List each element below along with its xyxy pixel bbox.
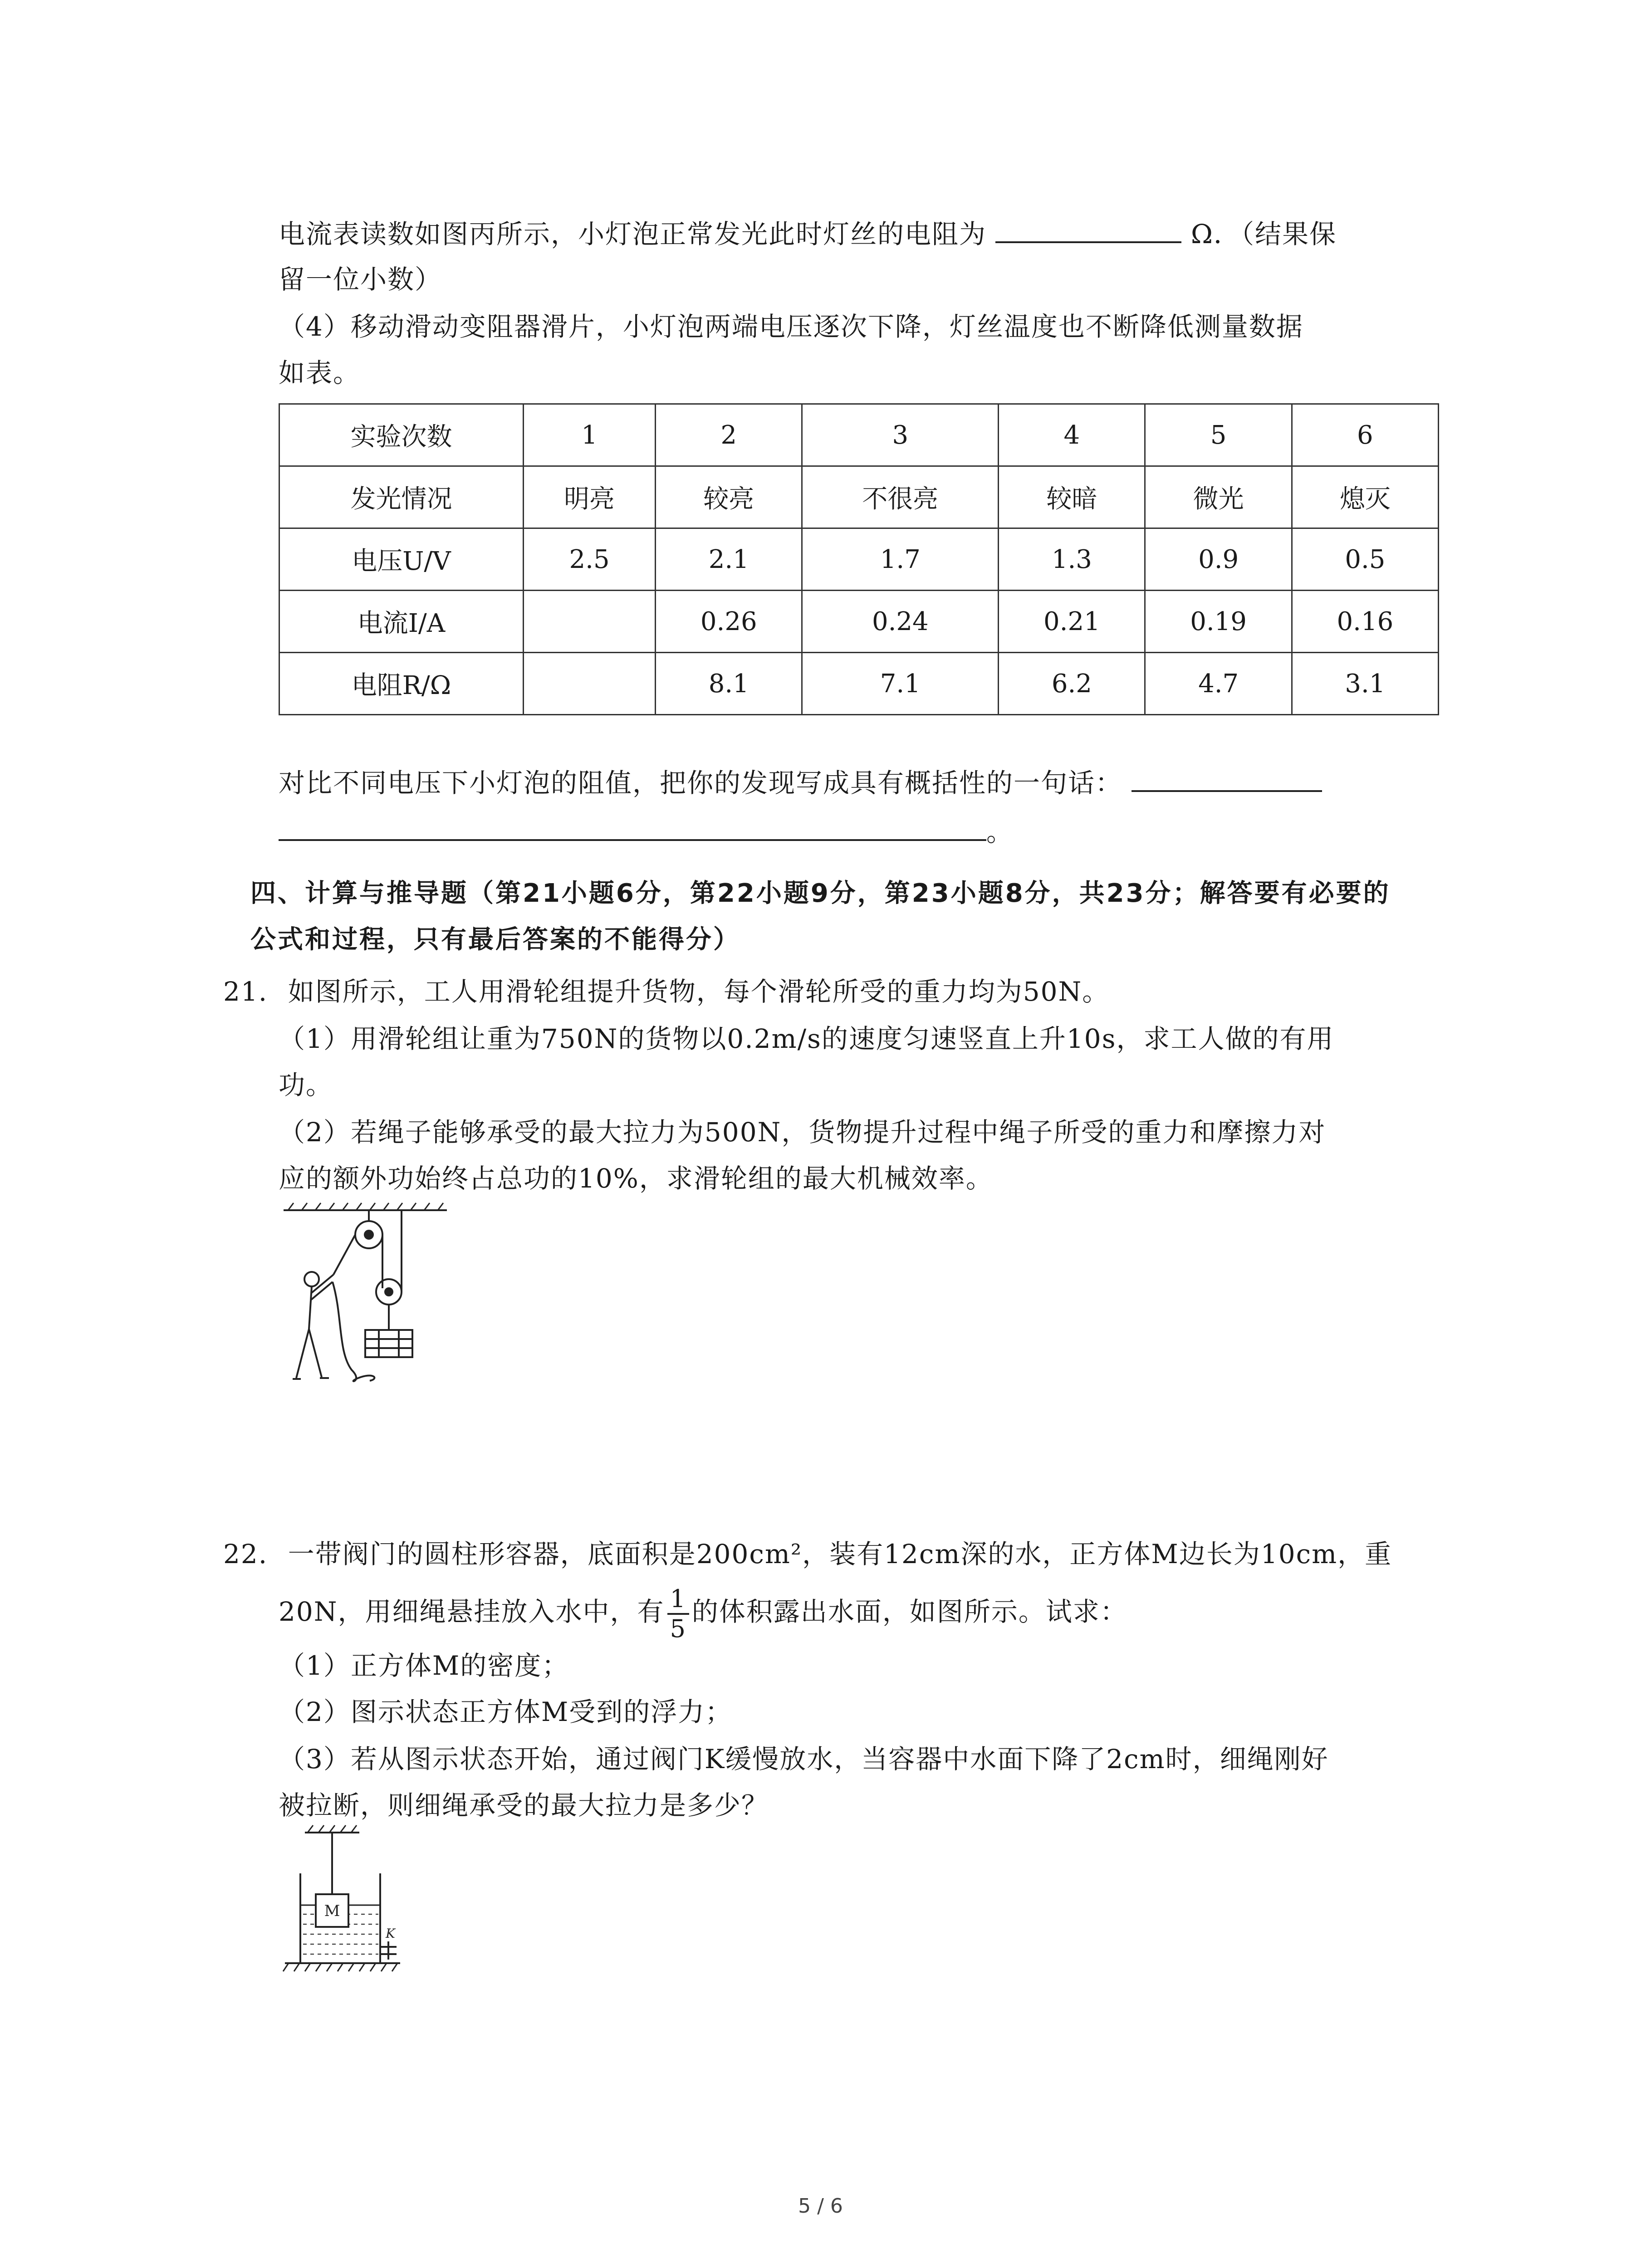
one-fifth-fraction <box>667 1585 689 1643</box>
table-cell: 3.1 <box>1292 653 1438 715</box>
q21-stem-text: 如图所示，工人用滑轮组提升货物，每个滑轮所受的重力均为50N。 <box>288 976 1110 1007</box>
table-cell: 2.5 <box>524 528 656 591</box>
row-header: 发光情况 <box>279 466 524 528</box>
table-cell <box>524 591 656 653</box>
table-cell: 3 <box>802 404 999 466</box>
compare-text: 对比不同电压下小灯泡的阻值，把你的发现写成具有概括性的一句话： <box>279 767 1123 798</box>
q4-line1: （4）移动滑动变阻器滑片，小灯泡两端电压逐次下降，灯丝温度也不断降低测量数据 <box>279 311 1303 342</box>
q21-sub2-line1: （2）若绳子能够承受的最大拉力为500N，货物提升过程中绳子所受的重力和摩擦力对 <box>279 1117 1326 1148</box>
valve-k-label: K <box>386 1926 395 1941</box>
section4-title-line2: 公式和过程，只有最后答案的不能得分） <box>250 925 740 954</box>
q22-stem-line2-b: 的体积露出水面，如图所示。试求： <box>691 1596 1127 1627</box>
table-cell: 8.1 <box>656 653 802 715</box>
table-row <box>279 653 1439 715</box>
table-cell <box>524 653 656 715</box>
q21-sub2-line2: 应的额外功始终占总功的10%，求滑轮组的最大机械效率。 <box>279 1163 993 1194</box>
table-row <box>279 466 1439 528</box>
fraction-numerator: 1 <box>667 1585 689 1615</box>
table-row <box>279 404 1439 466</box>
row-header: 电压U/V <box>279 528 524 591</box>
table-cell: 5 <box>1145 404 1292 466</box>
conclusion-blank-2[interactable] <box>279 814 986 841</box>
q3-line1-text: 电流表读数如图丙所示，小灯泡正常发光此时灯丝的电阻为 <box>279 219 987 249</box>
q22-number: 22. <box>223 1539 268 1569</box>
table-cell: 4.7 <box>1145 653 1292 715</box>
table-cell: 明亮 <box>524 466 656 528</box>
table-cell: 1 <box>524 404 656 466</box>
table-cell: 0.16 <box>1292 591 1438 653</box>
q21-sub1-line1: （1）用滑轮组让重为750N的货物以0.2m/s的速度匀速竖直上升10s，求工人做的有用 <box>279 1023 1334 1054</box>
measurement-table <box>279 403 1439 715</box>
q21-stem <box>223 973 1109 1010</box>
compare-line2 <box>279 814 1014 850</box>
table-cell: 6.2 <box>999 653 1145 715</box>
table-cell: 6 <box>1292 404 1438 466</box>
table-cell: 1.3 <box>999 528 1145 591</box>
table-cell: 0.5 <box>1292 528 1438 591</box>
row-header: 电流I/A <box>279 591 524 653</box>
table-cell: 较暗 <box>999 466 1145 528</box>
table-cell: 0.19 <box>1145 591 1292 653</box>
q22-stem-line1 <box>223 1536 1392 1572</box>
table-cell: 4 <box>999 404 1145 466</box>
table-cell: 7.1 <box>802 653 999 715</box>
table-cell: 0.26 <box>656 591 802 653</box>
row-header: 电阻R/Ω <box>279 653 524 715</box>
q22-stem-line2 <box>279 1582 1127 1643</box>
q21-number: 21. <box>223 976 268 1007</box>
resistance-answer-blank[interactable] <box>995 216 1181 243</box>
table-row <box>279 528 1439 591</box>
q22-stem-text: 一带阀门的圆柱形容器，底面积是200cm²，装有12cm深的水，正方体M边长为10cm，重 <box>288 1539 1392 1569</box>
q3-line2: 留一位小数） <box>279 264 442 295</box>
q4-line2: 如表。 <box>279 357 361 388</box>
section4-title-line1: 四、计算与推导题（第21小题6分，第22小题9分，第23小题8分，共23分；解答要有必要的 <box>250 879 1391 908</box>
table-cell: 0.24 <box>802 591 999 653</box>
container-figure <box>278 1819 409 1982</box>
row-header: 实验次数 <box>279 404 524 466</box>
table-cell: 0.21 <box>999 591 1145 653</box>
q3-line1 <box>279 216 1337 252</box>
compare-end: 。 <box>986 816 1014 847</box>
q22-sub2: （2）图示状态正方体M受到的浮力； <box>279 1696 733 1727</box>
q21-sub1-line2: 功。 <box>279 1070 333 1100</box>
page-number: 5 / 6 <box>798 2195 843 2218</box>
q22-stem-line2-a: 20N，用细绳悬挂放入水中，有 <box>279 1596 665 1627</box>
table-cell: 熄灭 <box>1292 466 1438 528</box>
table-cell: 1.7 <box>802 528 999 591</box>
pulley-figure <box>274 1198 456 1397</box>
table-cell: 2.1 <box>656 528 802 591</box>
fraction-denominator: 5 <box>670 1614 686 1643</box>
table-cell: 2 <box>656 404 802 466</box>
table-cell: 不很亮 <box>802 466 999 528</box>
table-row <box>279 591 1439 653</box>
table-cell: 0.9 <box>1145 528 1292 591</box>
cube-m-label: M <box>324 1902 340 1920</box>
conclusion-blank-1[interactable] <box>1132 765 1322 792</box>
q22-sub1: （1）正方体M的密度； <box>279 1650 569 1681</box>
compare-line1 <box>279 765 1322 801</box>
table-cell: 较亮 <box>656 466 802 528</box>
q22-sub3-line2: 被拉断，则细绳承受的最大拉力是多少？ <box>279 1790 769 1821</box>
q22-sub3-line1: （3）若从图示状态开始，通过阀门K缓慢放水，当容器中水面下降了2cm时，细绳刚好 <box>279 1744 1329 1774</box>
table-cell: 微光 <box>1145 466 1292 528</box>
q3-line1-end: Ω．（结果保 <box>1190 219 1337 249</box>
